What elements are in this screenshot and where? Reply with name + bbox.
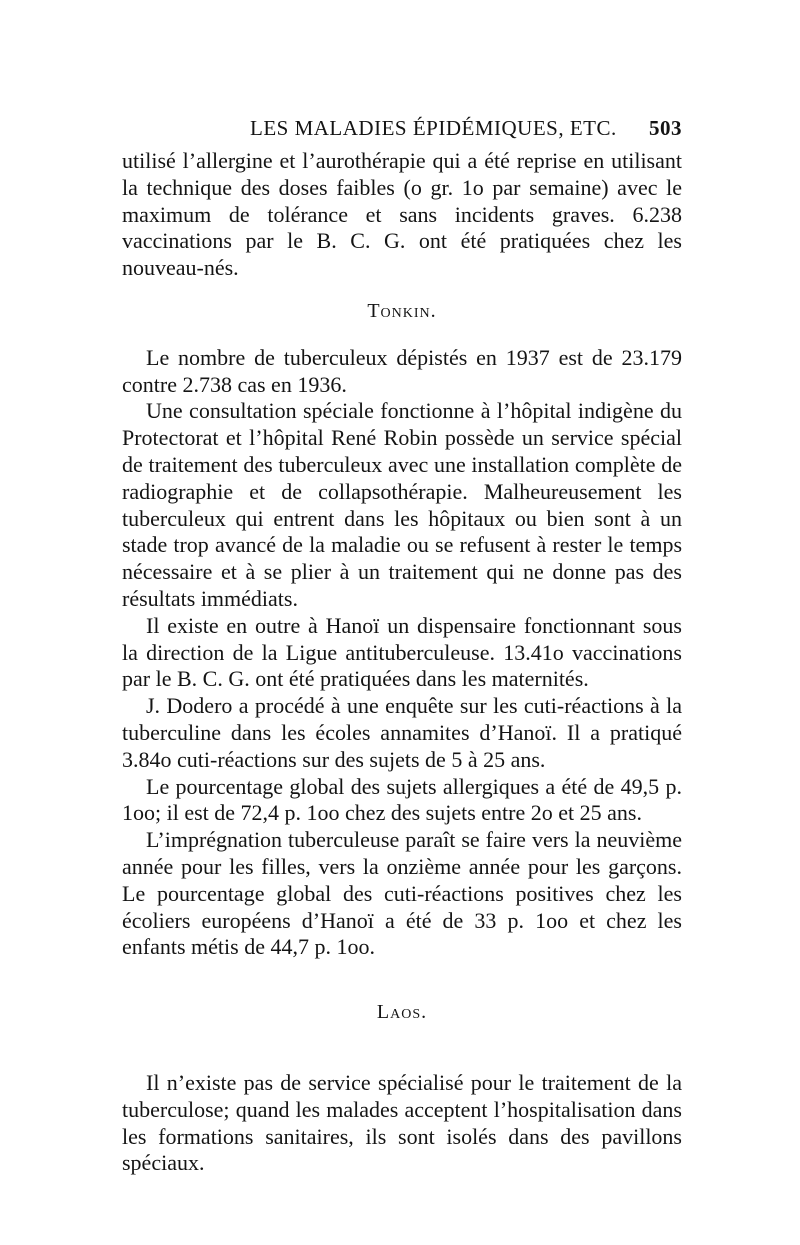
paragraph: Le nombre de tuberculeux dépistés en 1937 est de 23.179 contre 2.738 cas en 1936. [122, 344, 682, 397]
section-heading-tonkin: Tonkin. [367, 299, 437, 322]
paragraph: L’imprégnation tuberculeuse paraît se faire vers la neuvième année pour les filles, vers la onzième année pour les garçons. Le pourcentage global des cuti-réactions positives chez les écoliers européens d’Hanoï a été de 33 p. 1oo et chez les enfants métis de 44,7 p. 1oo. [122, 827, 682, 960]
page-number: 503 [649, 116, 682, 140]
paragraph: Une consultation spéciale fonctionne à l’hôpital indigène du Protectorat et l’hôpital René Robin possède un service spécial de traitement des tuberculeux avec une installation complète de radiographie et de collapsothérapie. Malheureusement les tuberculeux qui entrent dans les hôpitaux ou bien sont à un stade trop avancé de la maladie ou se refusent à rester le temps nécessaire et à se plier à un traitement qui ne donne pas des résultats immédiats. [122, 398, 682, 611]
paragraph: Il n’existe pas de service spécialisé pour le traitement de la tuberculose; quand les malades acceptent l’hospitalisation dans les formations sanitaires, ils sont isolés dans des pavillons spéciaux. [122, 1069, 682, 1176]
paragraph: Il existe en outre à Hanoï un dispensaire fonctionnant sous la direction de la Ligue antituberculeuse. 13.41o vaccinations par le B. C. G. ont été pratiquées dans les maternités. [122, 612, 682, 692]
page-body [122, 148, 682, 1177]
running-title: LES MALADIES ÉPIDÉMIQUES, ETC. [250, 116, 617, 140]
section-heading-laos: Laos. [376, 1001, 428, 1024]
paragraph: utilisé l’allergine et l’aurothérapie qui a été reprise en utilisant la technique des doses faibles (o gr. 1o par semaine) avec le maximum de tolérance et sans incidents graves. 6.238 vaccinations par le B. C. G. ont été pratiquées chez les nouveau-nés. [122, 148, 682, 281]
running-header [122, 116, 682, 146]
paragraph: J. Dodero a procédé à une enquête sur les cuti-réactions à la tuberculine dans les écoles annamites d’Hanoï. Il a pratiqué 3.84o cuti-réactions sur des sujets de 5 à 25 ans. [122, 693, 682, 772]
paragraph: Le pourcentage global des sujets allergiques a été de 49,5 p. 1oo; il est de 72,4 p. 1oo chez des sujets entre 2o et 25 ans. [122, 773, 682, 826]
